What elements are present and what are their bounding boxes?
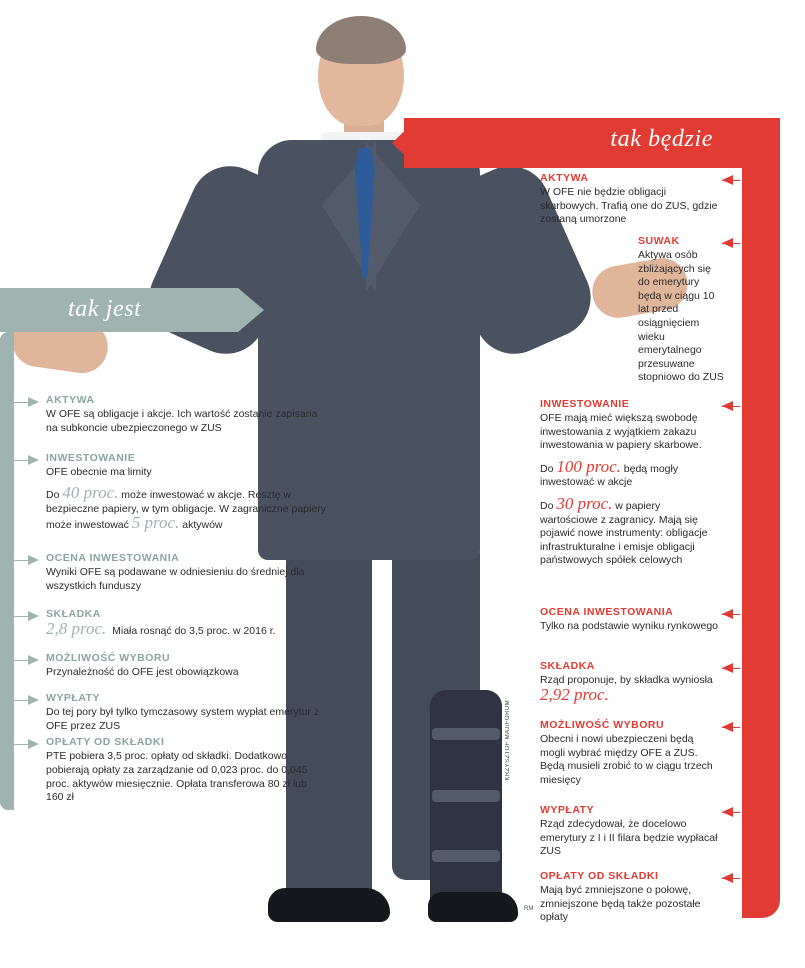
- right-arrow-wyplaty: [722, 807, 733, 817]
- left-skladka-note: Miała rosnąć do 3,5 proc. w 2016 r.: [112, 625, 276, 637]
- left-inw-l2-pre: Do: [46, 488, 63, 501]
- left-inw-l2-big: 40 proc.: [62, 482, 119, 502]
- right-body-inwestowanie: OFE mają mieć większą swobodę inwestowania z wyjątkiem zakazu inwestowania w papiery skarbowe.: [540, 412, 702, 452]
- right-section-wyplaty: [540, 804, 720, 859]
- right-inw-l3-pre: Do: [540, 499, 557, 512]
- left-arrow-skladka: [28, 611, 39, 621]
- right-heading-inwestowanie: INWESTOWANIE: [540, 398, 630, 410]
- left-section-wybor: [46, 652, 326, 680]
- right-section-wybor: [540, 719, 720, 787]
- right-inw-l2-big: 100 proc.: [556, 456, 621, 476]
- boot-strap-mid: [432, 790, 500, 802]
- left-heading-aktywa: AKTYWA: [46, 394, 95, 406]
- left-section-aktywa: [46, 394, 326, 436]
- right-section-aktywa: [540, 172, 720, 227]
- left-body-inwestowanie-detail: [46, 482, 326, 533]
- right-shoe: [428, 892, 518, 922]
- left-section-ocena: [46, 552, 326, 594]
- left-arrow-inwestowanie: [28, 455, 39, 465]
- right-panel-title: tak będzie: [610, 126, 713, 152]
- right-arrow-inwestowanie: [722, 401, 733, 411]
- left-shoe: [268, 888, 390, 922]
- left-body-wybor: Przynależność do OFE jest obowiązkowa: [46, 666, 239, 678]
- right-arrow-oplaty: [722, 873, 733, 883]
- right-inw-l2-post: będą mogły inwestować w akcje: [540, 462, 679, 489]
- right-section-inwestowanie: [540, 398, 720, 568]
- photo-credit: KRZYSZTOF MAJ/FORUM: [505, 700, 511, 781]
- right-section-skladka: [540, 660, 720, 704]
- photo-mark: RM: [524, 906, 534, 912]
- right-heading-wyplaty: WYPŁATY: [540, 804, 595, 816]
- hair: [316, 16, 406, 64]
- left-arrow-ocena: [28, 555, 39, 565]
- right-body-ocena: Tylko na podstawie wyniku rynkowego: [540, 620, 719, 632]
- left-body-ocena: Wyniki OFE są podawane w odniesieniu do średniej dla wszystkich funduszy: [46, 566, 305, 592]
- right-body-aktywa: W OFE nie będzie obligacji skarbowych. Trafią one do ZUS, gdzie zostaną umorzone: [540, 186, 718, 226]
- right-inw-l3-big: 30 proc.: [556, 493, 613, 513]
- right-heading-ocena: OCENA INWESTOWANIA: [540, 606, 674, 618]
- right-panel-header: [404, 118, 780, 168]
- right-body-inwestowanie-line2: [540, 456, 720, 490]
- right-inw-l2-pre: Do: [540, 462, 557, 475]
- left-panel-title: tak jest: [68, 296, 142, 322]
- right-arrow-aktywa: [722, 175, 733, 185]
- left-body-skladka: [46, 619, 326, 639]
- right-body-wybor: Obecni i nowi ubezpieczeni będą mogli wybrać między OFE a ZUS. Będą musieli zrobić to w ciągu trzech miesięcy: [540, 733, 713, 786]
- left-inw-l3-big: 5 proc.: [131, 513, 180, 533]
- left-body-aktywa: W OFE są obligacje i akcje. Ich wartość zostanie zapisana na subkoncie ubezpieczonego w ZUS: [46, 408, 318, 434]
- right-inw-l3-post: w papiery wartościowe z zagranicy. Mają się pojawić nowe instrumenty: obligacje infrastrukturalne i emisje obligacji państwowych spółek celowych: [540, 499, 708, 567]
- left-section-oplaty: [46, 736, 326, 805]
- right-heading-suwak: SUWAK: [638, 235, 680, 247]
- right-body-inwestowanie-line3: [540, 493, 720, 568]
- right-arrow-wybor: [722, 722, 733, 732]
- boot-strap-lower: [432, 850, 500, 862]
- left-arrow-aktywa: [28, 397, 39, 407]
- left-body-inwestowanie: OFE obecnie ma limity: [46, 466, 152, 478]
- right-section-suwak: [638, 235, 724, 385]
- left-skladka-big: 2,8 proc.: [46, 619, 107, 638]
- right-panel-bar: [742, 118, 780, 918]
- left-body-oplaty: PTE pobiera 3,5 proc. opłaty od składki. Dodatkowo pobierają opłaty za zarządzanie od 0,023 proc. do 0,045 proc. aktywów miesięcznie. Opłata transferowa 80 zł lub 160 zł: [46, 750, 308, 804]
- boot-strap-upper: [432, 728, 500, 740]
- right-heading-wybor: MOŻLIWOŚĆ WYBORU: [540, 719, 665, 731]
- left-arrow-oplaty: [28, 739, 39, 749]
- left-heading-wybor: MOŻLIWOŚĆ WYBORU: [46, 652, 171, 664]
- right-skladka-pre: Rząd proponuje, by składka wyniosła: [540, 674, 713, 686]
- left-heading-ocena: OCENA INWESTOWANIA: [46, 552, 180, 564]
- left-body-wyplaty: Do tej pory był tylko tymczasowy system wypłat emerytur z OFE przez ZUS: [46, 706, 320, 732]
- right-heading-aktywa: AKTYWA: [540, 172, 589, 184]
- right-section-ocena: [540, 606, 720, 634]
- left-section-inwestowanie: [46, 452, 326, 533]
- right-arrow-ocena: [722, 609, 733, 619]
- right-section-oplaty: [540, 870, 720, 925]
- right-body-oplaty: Mają być zmniejszone o połowę, zmniejszone będą także pozostałe opłaty: [540, 884, 701, 924]
- left-heading-inwestowanie: INWESTOWANIE: [46, 452, 136, 464]
- left-section-wyplaty: [46, 692, 326, 734]
- left-heading-skladka: SKŁADKA: [46, 608, 101, 620]
- left-inw-l3-post: aktywów: [179, 519, 223, 532]
- right-heading-oplaty: OPŁATY OD SKŁADKI: [540, 870, 659, 882]
- left-section-skladka: [46, 608, 326, 639]
- right-skladka-big: 2,92 proc.: [540, 684, 609, 704]
- left-panel-bar: [0, 332, 14, 810]
- left-arrow-wybor: [28, 655, 39, 665]
- right-arrow-skladka: [722, 663, 733, 673]
- orthopedic-boot: [430, 690, 502, 920]
- left-heading-oplaty: OPŁATY OD SKŁADKI: [46, 736, 165, 748]
- left-arrow-wyplaty: [28, 695, 39, 705]
- right-body-suwak: Aktywa osób zbliżających się do emerytury będą w ciągu 10 lat przed osiągnięciem wieku emerytalnego przesuwane stopniowo do ZUS: [638, 249, 724, 384]
- right-heading-skladka: SKŁADKA: [540, 660, 595, 672]
- left-heading-wyplaty: WYPŁATY: [46, 692, 101, 704]
- left-inw-l2-post: może inwestować w akcje. Resztę w bezpieczne papiery, w tym obligacje. W zagraniczne papiery może inwestować: [46, 488, 326, 532]
- right-body-wyplaty: Rząd zdecydował, że docelowo emerytury z I i II filara będzie wypłacał ZUS: [540, 818, 718, 858]
- right-body-skladka: [540, 674, 720, 704]
